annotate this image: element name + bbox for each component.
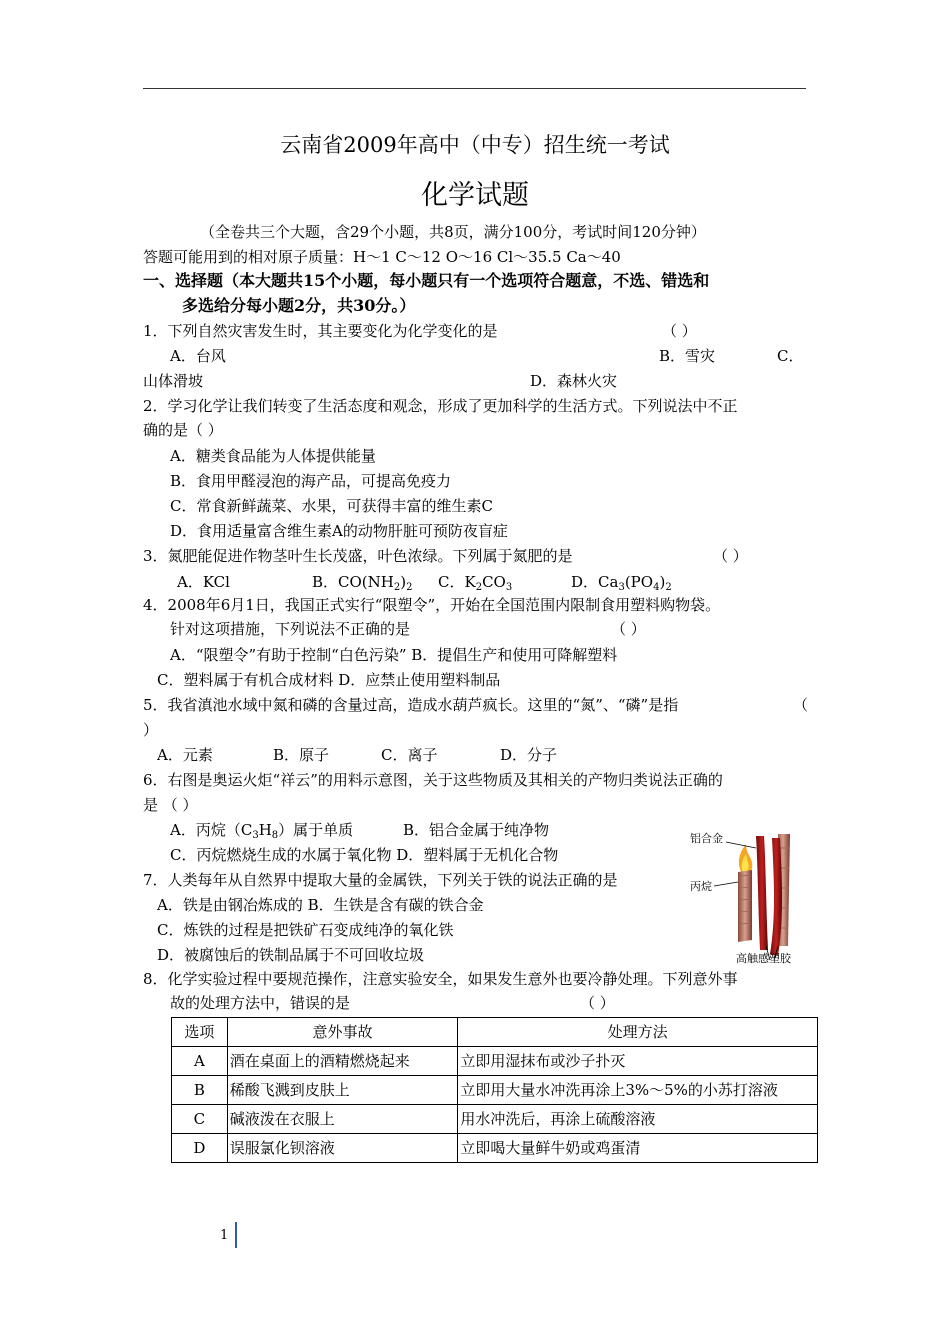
table-header-cell: 意外事故 (227, 1018, 458, 1047)
q7-option-d: D．被腐蚀后的铁制品属于不可回收垃圾 (157, 946, 425, 964)
q5-option-b: B．原子 (273, 746, 330, 764)
accident-table (171, 1017, 818, 1163)
q2-stem: 2．学习化学让我们转变了生活态度和观念，形成了更加科学的生活方式。下列说法中不正 (143, 397, 738, 415)
subject-title: 化学试题 (421, 180, 529, 211)
q4-stem-cont: 针对这项措施，下列说法不正确的是 (170, 620, 411, 638)
table-cell-method: 立即喝大量鲜牛奶或鸡蛋清 (458, 1134, 818, 1163)
section1-heading-cont: 多选给分每小题2分，共30分。） (182, 296, 416, 315)
q4-options-cd: C．塑料属于有机合成材料 D．应禁止使用塑料制品 (157, 671, 501, 689)
q5-option-d: D．分子 (500, 746, 558, 764)
table-header-cell: 选项 (172, 1018, 228, 1047)
table-cell-method: 立即用湿抹布或沙子扑灭 (458, 1047, 818, 1076)
q2-option-c: C．常食新鲜蔬菜、水果，可获得丰富的维生素C (170, 497, 493, 515)
q3-option-c: C．$K_2CO_3$ (438, 573, 513, 593)
q3-option-d: D．$Ca_3(PO_4)_2$ (571, 573, 672, 593)
q3-answer-paren: （ ） (713, 547, 748, 565)
table-header-row (172, 1018, 818, 1047)
q4-stem: 4．2008年6月1日，我国正式实行“限塑令”，开始在全国范围内限制食用塑料购物袋。 (143, 596, 721, 614)
table-cell-accident: 误服氯化钡溶液 (227, 1134, 458, 1163)
q6-stem-cont: 是 （ ） (143, 796, 198, 814)
q4-options-ab: A．“限塑令”有助于控制“白色污染” B．提倡生产和使用可降解塑料 (170, 646, 618, 664)
page-number: 1 (220, 1228, 229, 1243)
table-row (172, 1076, 818, 1105)
section1-heading: 一、选择题（本大题共15个小题，每小题只有一个选项符合题意，不选、错选和 (143, 271, 710, 290)
q5-paren-close: ） (143, 721, 159, 739)
torch-figure (686, 828, 802, 968)
table-row (172, 1134, 818, 1163)
q5-option-a: A．元素 (157, 746, 213, 764)
header-rule (143, 88, 806, 89)
table-row (172, 1105, 818, 1134)
q2-stem-cont: 确的是（ ） (143, 421, 223, 439)
q3-option-a: A．KCl (177, 573, 230, 591)
q1-answer-paren: （ ） (662, 322, 697, 340)
atomic-masses: 答题可能用到的相对原子质量：H～1 C～12 O～16 Cl～35.5 Ca～40 (143, 248, 621, 266)
q5-stem: 5．我省滇池水域中氮和磷的含量过高，造成水葫芦疯长。这里的“氮”、“磷”是指 (143, 696, 679, 714)
torch-illustration (686, 828, 802, 968)
q1-option-b: B．雪灾 (659, 347, 716, 365)
figure-label-propane: 丙烷 (690, 880, 712, 893)
q8-stem: 8．化学实验过程中要规范操作，注意实验安全，如果发生意外也要冷静处理。下列意外事 (143, 970, 738, 988)
q8-answer-paren: （ ） (580, 994, 615, 1012)
page-number-bar (235, 1222, 237, 1248)
q6-option-a: A．丙烷$(C_3H_8)$属于单质 (170, 821, 354, 841)
q6-option-b: B．铝合金属于纯净物 (403, 821, 550, 839)
q5-paren-open: （ (793, 696, 809, 714)
q7-stem: 7．人类每年从自然界中提取大量的金属铁，下列关于铁的说法正确的是 (143, 871, 618, 889)
q7-options-ab: A．铁是由钢冶炼成的 B．生铁是含有碳的铁合金 (157, 896, 484, 914)
q3-option-b: B．$CO(NH_2)_2$ (312, 573, 413, 593)
table-cell-method: 用水冲洗后，再涂上硫酸溶液 (458, 1105, 818, 1134)
q1-option-d: D．森林火灾 (530, 372, 618, 390)
table-row (172, 1047, 818, 1076)
table-cell-accident: 酒在桌面上的酒精燃烧起来 (227, 1047, 458, 1076)
table-cell-option: C (172, 1105, 228, 1134)
table-cell-option: B (172, 1076, 228, 1105)
exam-note: （全卷共三个大题，含29个小题，共8页，满分100分，考试时间120分钟） (200, 223, 706, 241)
q7-option-c: C．炼铁的过程是把铁矿石变成纯净的氧化铁 (157, 921, 454, 939)
q1-stem: 1．下列自然灾害发生时，其主要变化为化学变化的是 (143, 322, 498, 340)
q1-option-a: A．台风 (170, 347, 226, 365)
q2-option-b: B．食用甲醛浸泡的海产品，可提高免疫力 (170, 472, 452, 490)
table-header-cell: 处理方法 (458, 1018, 818, 1047)
table-cell-accident: 稀酸飞溅到皮肤上 (227, 1076, 458, 1105)
figure-label-alloy: 铝合金 (690, 832, 723, 845)
q2-option-d: D．食用适量富含维生素A的动物肝脏可预防夜盲症 (170, 522, 508, 540)
q6-options-cd: C．丙烷燃烧生成的水属于氧化物 D．塑料属于无机化合物 (170, 846, 559, 864)
q6-stem: 6．右图是奥运火炬“祥云”的用料示意图，关于这些物质及其相关的产物归类说法正确的 (143, 771, 723, 789)
table-cell-accident: 碱液泼在衣服上 (227, 1105, 458, 1134)
q8-stem-cont: 故的处理方法中，错误的是 (170, 994, 351, 1012)
q1-option-c-prefix: C． (777, 347, 804, 365)
table-cell-option: A (172, 1047, 228, 1076)
q3-stem: 3．氮肥能促进作物茎叶生长茂盛，叶色浓绿。下列属于氮肥的是 (143, 547, 573, 565)
table-cell-option: D (172, 1134, 228, 1163)
exam-title: 云南省2009年高中（中专）招生统一考试 (280, 133, 670, 157)
q2-option-a: A．糖类食品能为人体提供能量 (170, 447, 376, 465)
q4-answer-paren: （ ） (611, 620, 646, 638)
q1-option-c-text: 山体滑坡 (143, 372, 204, 390)
figure-label-plastic: 高触感塑胶 (736, 952, 791, 965)
q5-option-c: C．离子 (381, 746, 438, 764)
table-cell-method: 立即用大量水冲洗再涂上3%～5%的小苏打溶液 (458, 1076, 818, 1105)
